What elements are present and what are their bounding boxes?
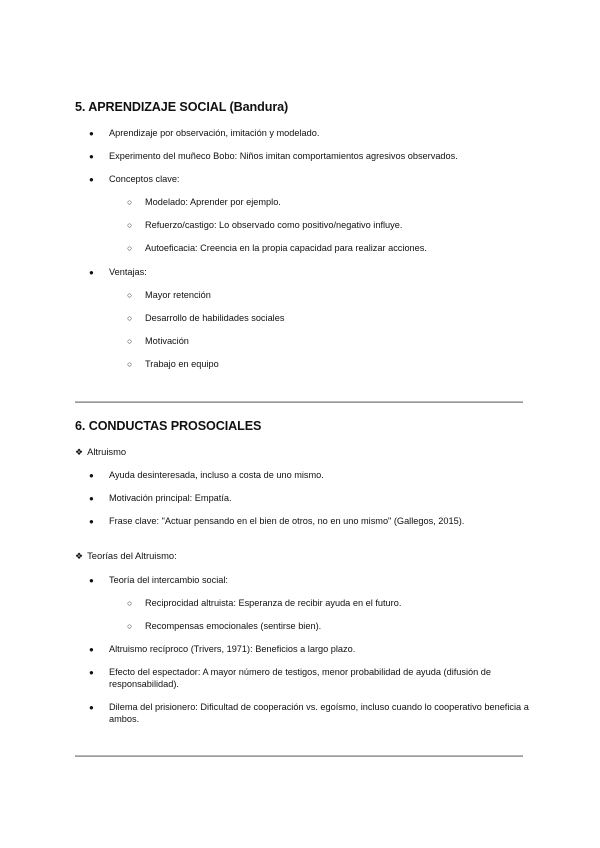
altruismo-heading-label: Altruismo xyxy=(87,446,127,457)
teorias-heading-label: Teorías del Altruismo: xyxy=(87,550,177,561)
bullet-disc-icon xyxy=(89,702,94,714)
bullet-disc-icon xyxy=(89,493,94,505)
bullet-disc-icon xyxy=(89,174,94,186)
list-item: Dilema del prisionero: Dificultad de cooperación vs. egoísmo, incluso cuando lo cooperativo beneficia a ambos. xyxy=(109,702,529,724)
bullet-disc-icon xyxy=(89,267,94,279)
list-item: Altruismo recíproco (Trivers, 1971): Beneficios a largo plazo. xyxy=(109,644,356,654)
list-item: Motivación principal: Empatía. xyxy=(109,493,232,503)
bullet-circle-icon xyxy=(127,621,132,633)
bullet-circle-icon xyxy=(127,243,132,255)
list-item: Ayuda desinteresada, incluso a costa de uno mismo. xyxy=(109,470,324,480)
bullet-disc-icon xyxy=(89,575,94,587)
list-item: Ventajas: xyxy=(109,267,147,277)
list-item: Modelado: Aprender por ejemplo. xyxy=(145,197,281,207)
list-item: Desarrollo de habilidades sociales xyxy=(145,313,285,323)
bullet-circle-icon xyxy=(127,359,132,371)
list-item: Reciprocidad altruista: Esperanza de recibir ayuda en el futuro. xyxy=(145,598,402,608)
bullet-disc-icon xyxy=(89,128,94,140)
altruismo-heading xyxy=(75,446,126,459)
bullet-circle-icon xyxy=(127,598,132,610)
list-item: Frase clave: "Actuar pensando en el bien de otros, no en uno mismo" (Gallegos, 2015). xyxy=(109,516,465,526)
bullet-disc-icon xyxy=(89,667,94,679)
horizontal-rule xyxy=(75,755,523,757)
list-item: Autoeficacia: Creencia en la propia capacidad para realizar acciones. xyxy=(145,243,427,253)
teorias-heading xyxy=(75,550,177,563)
bullet-disc-icon xyxy=(89,516,94,528)
list-item: Trabajo en equipo xyxy=(145,359,219,369)
list-item: Conceptos clave: xyxy=(109,174,180,184)
bullet-disc-icon xyxy=(89,644,94,656)
bullet-circle-icon xyxy=(127,336,132,348)
horizontal-rule xyxy=(75,401,523,403)
bullet-disc-icon xyxy=(89,470,94,482)
section-6-title: 6. CONDUCTAS PROSOCIALES xyxy=(75,419,262,433)
list-item: Recompensas emocionales (sentirse bien). xyxy=(145,621,322,631)
bullet-circle-icon xyxy=(127,220,132,232)
bullet-circle-icon xyxy=(127,313,132,325)
list-item: Teoría del intercambio social: xyxy=(109,575,228,585)
list-item: Efecto del espectador: A mayor número de testigos, menor probabilidad de ayuda (difusión de responsabilidad). xyxy=(109,667,492,689)
list-item: Mayor retención xyxy=(145,290,211,300)
bullet-circle-icon xyxy=(127,197,132,209)
list-item: Motivación xyxy=(145,336,189,346)
section-5-title: 5. APRENDIZAJE SOCIAL (Bandura) xyxy=(75,100,289,114)
diamond-bullet-icon: ❖ xyxy=(75,551,84,561)
diamond-bullet-icon: ❖ xyxy=(75,447,84,457)
bullet-circle-icon xyxy=(127,290,132,302)
list-item: Aprendizaje por observación, imitación y modelado. xyxy=(109,128,320,138)
list-item: Experimento del muñeco Bobo: Niños imitan comportamientos agresivos observados. xyxy=(109,151,458,161)
list-item: Refuerzo/castigo: Lo observado como positivo/negativo influye. xyxy=(145,220,403,230)
bullet-disc-icon xyxy=(89,151,94,163)
